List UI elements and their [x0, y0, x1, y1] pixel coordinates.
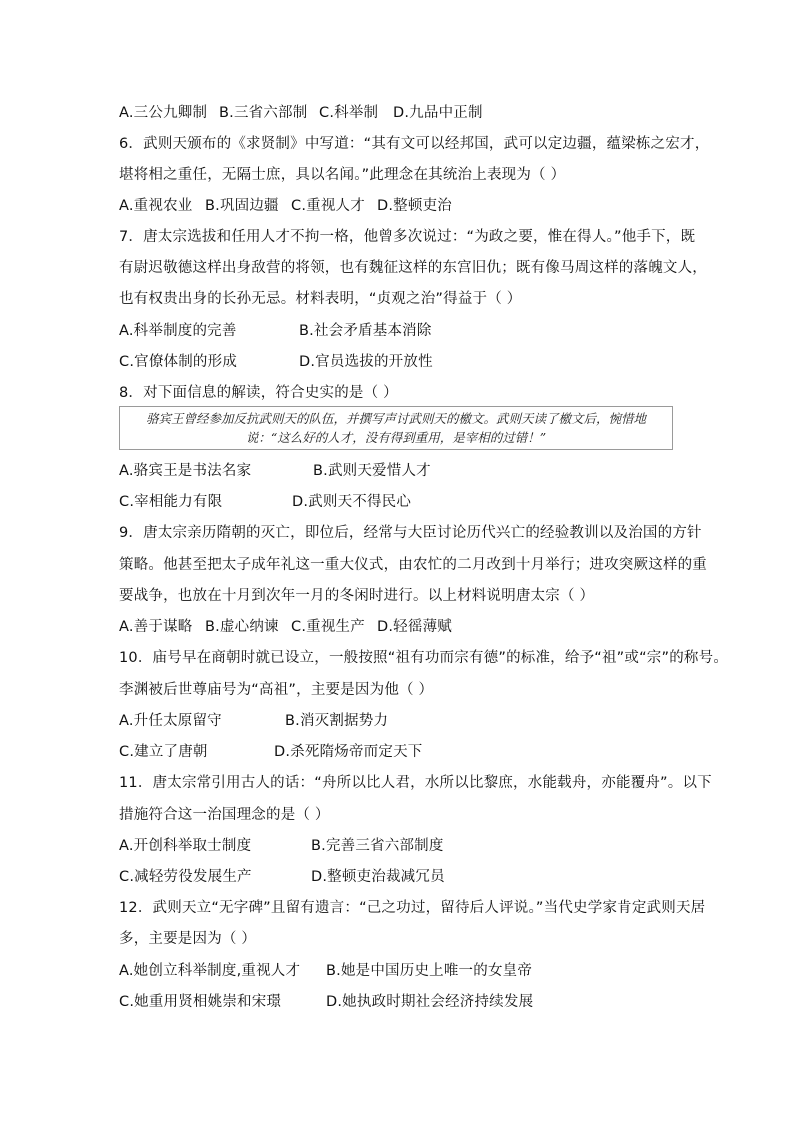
q12-stem-line-1: 12．武则天立“无字碑”且留有遗言：“己之功过，留待后人评说。”当代史学家肯定武则天居	[119, 900, 706, 916]
option-b: B.虚心纳谏	[205, 619, 279, 635]
option-b: B.武则天爱惜人才	[313, 463, 431, 479]
option-d: D.整顿吏治	[377, 198, 452, 214]
option-d: D.武则天不得民心	[292, 494, 412, 510]
option-b: B.三省六部制	[219, 105, 308, 121]
option-c: C.科举制	[319, 105, 379, 121]
quote-line-2: 说：“这么好的人才，没有得到重用，是宰相的过错！”	[245, 430, 547, 445]
option-a: A.升任太原留守	[119, 713, 222, 729]
option-c: C.重视生产	[291, 619, 365, 635]
q9-stem-line-1: 9．唐太宗亲历隋朝的灭亡，即位后，经常与大臣讨论历代兴亡的经验教训以及治国的方针	[119, 525, 702, 541]
q12-stem-line-2: 多，主要是因为（ ）	[119, 931, 257, 947]
q6-stem-line-2: 堪将相之重任，无隔士庶，具以名闻。”此理念在其统治上表现为（ ）	[119, 167, 566, 183]
option-c: C.宰相能力有限	[119, 494, 223, 510]
option-c: C.她重用贤相姚崇和宋璟	[119, 994, 282, 1010]
option-d: D.她执政时期社会经济持续发展	[326, 994, 534, 1010]
option-a: A.骆宾王是书法名家	[119, 463, 252, 479]
option-a: A.科举制度的完善	[119, 323, 237, 339]
option-c: C.官僚体制的形成	[119, 354, 238, 370]
option-b: B.完善三省六部制度	[311, 838, 444, 854]
option-d: D.九品中正制	[393, 105, 483, 121]
option-c: C.减轻劳役发展生产	[119, 869, 252, 885]
option-b: B.消灭割据势力	[285, 713, 389, 729]
q9-stem-line-2: 策略。他甚至把太子成年礼这一重大仪式，由农忙的二月改到十月举行；进攻突厥这样的重	[119, 557, 707, 573]
q8-quote-box	[119, 406, 673, 450]
option-d: D.轻徭薄赋	[377, 619, 452, 635]
option-a: A.她创立科举制度,重视人才	[119, 963, 301, 979]
option-b: B.巩固边疆	[205, 198, 279, 214]
q11-stem-line-1: 11．唐太宗常引用古人的话：“舟所以比人君，水所以比黎庶，水能载舟，亦能覆舟”。以下	[119, 775, 712, 791]
q11-stem-line-2: 措施符合这一治国理念的是（ ）	[119, 807, 330, 823]
q7-stem-line-2: 有尉迟敬德这样出身敌营的将领，也有魏征这样的东宫旧仇；既有像马周这样的落魄文人，	[119, 260, 707, 276]
option-b: B.社会矛盾基本消除	[299, 323, 432, 339]
q7-stem-line-1: 7．唐太宗选拔和任用人才不拘一格，他曾多次说过：“为政之要，惟在得人。”他手下，既	[119, 229, 696, 245]
option-a: A.三公九卿制	[119, 105, 208, 121]
q10-stem-line-2: 李渊被后世尊庙号为“高祖”，主要是因为他（ ）	[119, 682, 434, 698]
q10-stem-line-1: 10．庙号早在商朝时就已设立，一般按照“祖有功而宗有德”的标准，给予“祖”或“宗”的称号。	[119, 650, 729, 666]
option-d: D.杀死隋炀帝而定天下	[274, 744, 423, 760]
q8-stem-line-1: 8．对下面信息的解读，符合史实的是（ ）	[119, 385, 398, 401]
q7-stem-line-3: 也有权贵出身的长孙无忌。材料表明，“贞观之治”得益于（ ）	[119, 291, 522, 307]
option-a: A.善于谋略	[119, 619, 193, 635]
option-d: D.整顿吏治裁减冗员	[311, 869, 445, 885]
option-b: B.她是中国历史上唯一的女皇帝	[326, 963, 533, 979]
option-d: D.官员选拔的开放性	[299, 354, 433, 370]
q6-stem-line-1: 6．武则天颁布的《求贤制》中写道：“其有文可以经邦国，武可以定边疆，蕴梁栋之宏才，	[119, 136, 710, 152]
option-c: C.建立了唐朝	[119, 744, 208, 760]
option-a: A.重视农业	[119, 198, 193, 214]
quote-line-1: 骆宾王曾经参加反抗武则天的队伍，并撰写声讨武则天的檄文。武则天读了檄文后，惋惜地	[145, 411, 646, 426]
q9-stem-line-3: 要战争，也放在十月到次年一月的冬闲时进行。以上材料说明唐太宗（ ）	[119, 588, 595, 604]
option-c: C.重视人才	[291, 198, 365, 214]
option-a: A.开创科举取士制度	[119, 838, 252, 854]
